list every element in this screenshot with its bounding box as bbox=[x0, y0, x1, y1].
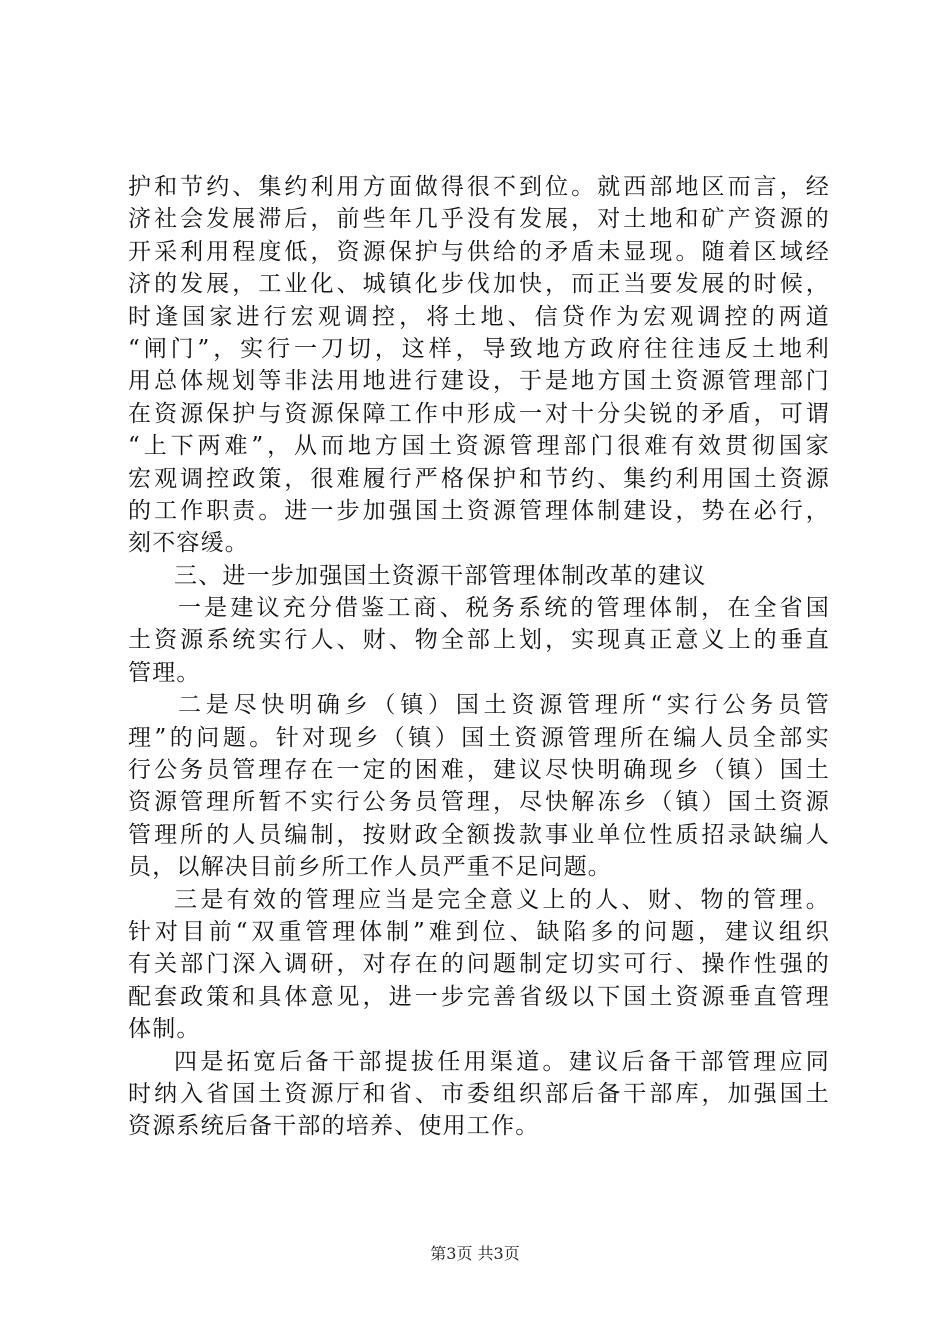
page-footer: 第3页 共3页 bbox=[430, 1244, 520, 1263]
text-line: 护和节约、集约利用方面做得很不到位。就西部地区而言，经 bbox=[128, 174, 830, 200]
section-heading: 三、进一步加强国土资源干部管理体制改革的建议 bbox=[174, 562, 707, 589]
text-line: 针对目前“双重管理体制”难到位、缺陷多的问题，建议组织 bbox=[128, 918, 830, 945]
text-line: 土资源系统实行人、财、物全部上划，实现真正意义上的垂直 bbox=[128, 627, 830, 654]
text-line: 在资源保护与资源保障工作中形成一对十分尖锐的矛盾，可谓 bbox=[128, 400, 830, 427]
text-line: “上下两难”，从而地方国土资源管理部门很难有效贯彻国家 bbox=[128, 433, 830, 460]
text-line: 用总体规划等非法用地进行建设，于是地方国土资源管理部门 bbox=[128, 368, 830, 395]
text-line: 行公务员管理存在一定的困难，建议尽快明确现乡（镇）国土 bbox=[128, 757, 830, 784]
text-line: 时逢国家进行宏观调控，将土地、信贷作为宏观调控的两道 bbox=[128, 303, 830, 330]
text-line: 体制。 bbox=[128, 1016, 201, 1043]
text-line: 的工作职责。进一步加强国土资源管理体制建设，势在必行， bbox=[128, 497, 830, 524]
text-line: 资源管理所暂不实行公务员管理，尽快解冻乡（镇）国土资源 bbox=[128, 789, 830, 816]
text-line: 济社会发展滞后，前些年几乎没有发展，对土地和矿产资源的 bbox=[128, 206, 830, 233]
text-line: 二是尽快明确乡（镇）国土资源管理所“实行公务员管 bbox=[178, 692, 830, 719]
text-line: 员，以解决目前乡所工作人员严重不足问题。 bbox=[128, 854, 612, 881]
text-line: 三是有效的管理应当是完全意义上的人、财、物的管理。 bbox=[174, 886, 830, 913]
text-line: 济的发展，工业化、城镇化步伐加快，而正当要发展的时候， bbox=[128, 271, 830, 298]
document-body bbox=[128, 171, 830, 1143]
text-line: 宏观调控政策，很难履行严格保护和节约、集约利用国土资源 bbox=[128, 465, 830, 492]
text-line: 管理所的人员编制，按财政全额拨款事业单位性质招录缺编人 bbox=[128, 821, 830, 848]
text-line: 有关部门深入调研，对存在的问题制定切实可行、操作性强的 bbox=[128, 951, 830, 978]
text-line: “闸门”，实行一刀切，这样，导致地方政府往往违反土地利 bbox=[128, 335, 830, 362]
text-line: 资源系统后备干部的培养、使用工作。 bbox=[128, 1113, 540, 1140]
text-line: 四是拓宽后备干部提拔任用渠道。建议后备干部管理应同 bbox=[174, 1048, 830, 1075]
text-line: 理”的问题。针对现乡（镇）国土资源管理所在编人员全部实 bbox=[128, 724, 830, 751]
text-line: 刻不容缓。 bbox=[128, 530, 249, 557]
text-line: 一是建议充分借鉴工商、税务系统的管理体制，在全省国 bbox=[178, 595, 830, 622]
text-line: 配套政策和具体意见，进一步完善省级以下国土资源垂直管理 bbox=[128, 983, 830, 1010]
text-line: 时纳入省国土资源厅和省、市委组织部后备干部库，加强国土 bbox=[128, 1080, 830, 1107]
text-line: 管理。 bbox=[128, 659, 201, 686]
text-line: 开采利用程度低，资源保护与供给的矛盾未显现。随着区域经 bbox=[128, 238, 830, 265]
